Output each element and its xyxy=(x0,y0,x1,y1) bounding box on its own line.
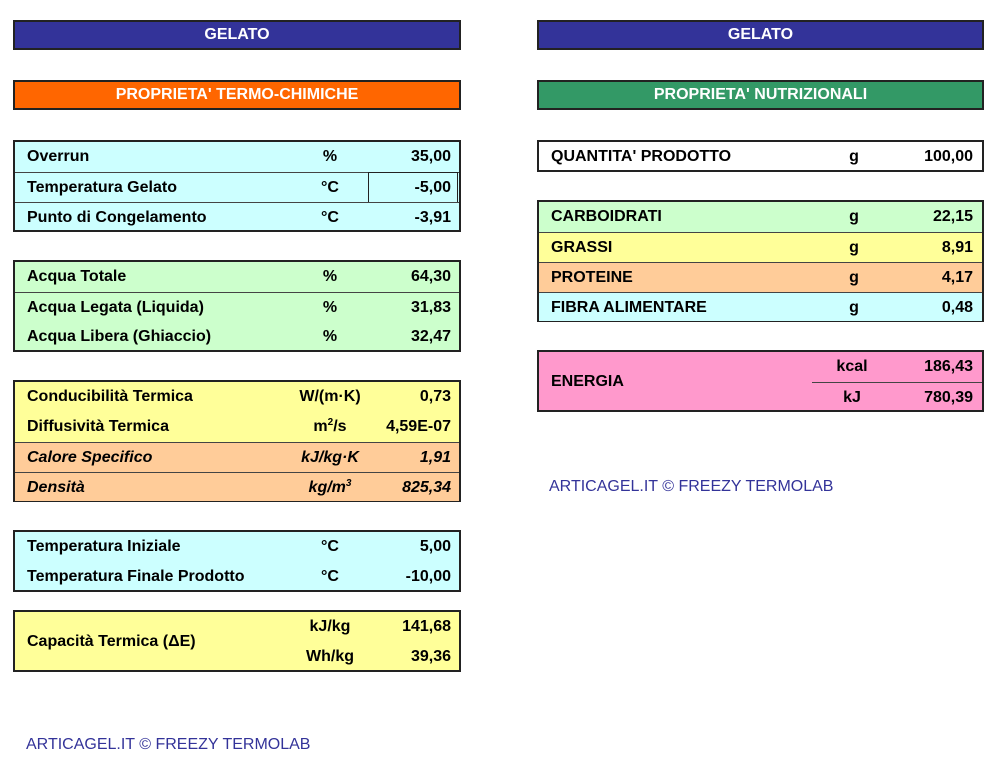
row-label: Conducibilità Termica xyxy=(27,388,193,405)
row-value[interactable]: -10,00 xyxy=(405,568,451,585)
right-title: GELATO xyxy=(727,26,794,43)
energy-label: ENERGIA xyxy=(551,373,624,390)
thermal-capacity-group xyxy=(13,610,461,672)
nutrients-group xyxy=(537,200,984,322)
table-row xyxy=(812,352,982,382)
row-value[interactable]: 8,91 xyxy=(941,239,973,256)
table-row xyxy=(15,472,459,501)
product-quantity-box xyxy=(537,140,984,172)
row-label: GRASSI xyxy=(551,239,613,256)
right-title-header xyxy=(537,20,984,50)
row-value[interactable]: 35,00 xyxy=(410,148,451,165)
row-unit: °C xyxy=(321,568,339,585)
row-value[interactable]: 5,00 xyxy=(419,538,451,555)
row-value[interactable]: 186,43 xyxy=(924,358,973,375)
row-unit: g xyxy=(849,269,859,286)
nutritional-header xyxy=(537,80,984,110)
thermal-properties-group xyxy=(13,380,461,502)
row-value[interactable]: 780,39 xyxy=(924,389,973,406)
thermo-chemical-title: PROPRIETA' TERMO-CHIMICHE xyxy=(115,86,359,103)
water-content-group xyxy=(13,260,461,352)
row-unit: kcal xyxy=(836,358,868,375)
row-unit: g xyxy=(849,239,859,256)
table-row xyxy=(15,292,459,323)
row-value[interactable]: 22,15 xyxy=(932,208,973,225)
row-label: Densità xyxy=(27,479,85,496)
left-title: GELATO xyxy=(204,26,270,43)
row-label: Temperatura Gelato xyxy=(27,179,177,196)
row-value[interactable]: 64,30 xyxy=(410,268,451,285)
thermo-chemical-header xyxy=(13,80,461,110)
table-row xyxy=(15,262,459,292)
row-unit: % xyxy=(322,328,338,345)
row-label: CARBOIDRATI xyxy=(551,208,662,225)
row-label: Temperatura Finale Prodotto xyxy=(27,568,245,585)
row-label: Diffusività Termica xyxy=(27,418,169,435)
row-label: QUANTITA' PRODOTTO xyxy=(551,148,732,165)
row-value[interactable]: 0,48 xyxy=(941,299,973,316)
table-row xyxy=(15,322,459,352)
row-value[interactable]: 1,91 xyxy=(419,449,451,466)
temperature-range-group xyxy=(13,530,461,592)
table-row xyxy=(539,142,982,172)
row-value[interactable]: 141,68 xyxy=(402,618,451,635)
table-row xyxy=(539,232,982,263)
table-row xyxy=(539,292,982,321)
table-row xyxy=(15,642,459,672)
row-label: Acqua Totale xyxy=(27,268,127,285)
table-row xyxy=(15,532,459,562)
row-value[interactable]: -3,91 xyxy=(414,209,451,226)
table-row xyxy=(15,442,459,473)
row-unit: Wh/kg xyxy=(306,648,354,665)
row-unit: g xyxy=(849,299,859,316)
row-unit: kJ/kg·K xyxy=(301,449,359,466)
row-unit: W/(m·K) xyxy=(299,388,361,405)
row-label: Acqua Libera (Ghiaccio) xyxy=(27,328,212,345)
left-footer-credit: ARTICAGEL.IT © FREEZY TERMOLAB xyxy=(26,736,311,753)
row-label: Acqua Legata (Liquida) xyxy=(27,299,204,316)
table-row xyxy=(15,202,459,233)
row-value[interactable]: 4,17 xyxy=(941,269,973,286)
selected-cell-outline[interactable] xyxy=(368,172,458,203)
row-unit: g xyxy=(849,148,859,165)
row-value[interactable]: 100,00 xyxy=(924,148,973,165)
table-row xyxy=(15,142,459,172)
row-unit: $kg/m^3$ xyxy=(308,478,352,496)
row-unit: $m^2/s$ xyxy=(313,417,347,435)
row-value[interactable]: 4,59E-07 xyxy=(386,418,451,435)
row-unit: kJ xyxy=(843,389,861,406)
row-unit: °C xyxy=(321,209,339,226)
table-row xyxy=(15,382,459,412)
row-value[interactable]: -5,00 xyxy=(414,179,451,196)
row-value[interactable]: 825,34 xyxy=(402,479,451,496)
row-unit: % xyxy=(322,148,338,165)
energy-group xyxy=(537,350,984,412)
row-unit: % xyxy=(322,299,338,316)
row-value[interactable]: 32,47 xyxy=(410,328,451,345)
overrun-temperature-group xyxy=(13,140,461,232)
row-value[interactable]: 39,36 xyxy=(410,648,451,665)
table-row xyxy=(812,382,982,413)
left-title-header xyxy=(13,20,461,50)
row-label: Calore Specifico xyxy=(27,449,153,466)
row-value[interactable]: 0,73 xyxy=(419,388,451,405)
row-label: FIBRA ALIMENTARE xyxy=(551,299,707,316)
row-unit: g xyxy=(849,208,859,225)
row-unit: kJ/kg xyxy=(309,618,351,635)
row-label: Temperatura Iniziale xyxy=(27,538,181,555)
right-footer-credit: ARTICAGEL.IT © FREEZY TERMOLAB xyxy=(549,478,834,495)
table-row xyxy=(539,202,982,232)
table-row xyxy=(539,262,982,293)
row-label: Punto di Congelamento xyxy=(27,209,207,226)
table-row xyxy=(15,412,459,442)
row-unit: °C xyxy=(321,538,339,555)
row-value[interactable]: 31,83 xyxy=(410,299,451,316)
row-label: Overrun xyxy=(27,148,90,165)
row-label: PROTEINE xyxy=(551,269,633,286)
table-row xyxy=(15,612,459,642)
nutritional-title: PROPRIETA' NUTRIZIONALI xyxy=(653,86,868,103)
capacity-label: Capacità Termica (ΔE) xyxy=(27,633,196,650)
table-row xyxy=(15,562,459,592)
row-unit: % xyxy=(322,268,338,285)
row-unit: °C xyxy=(321,179,339,196)
